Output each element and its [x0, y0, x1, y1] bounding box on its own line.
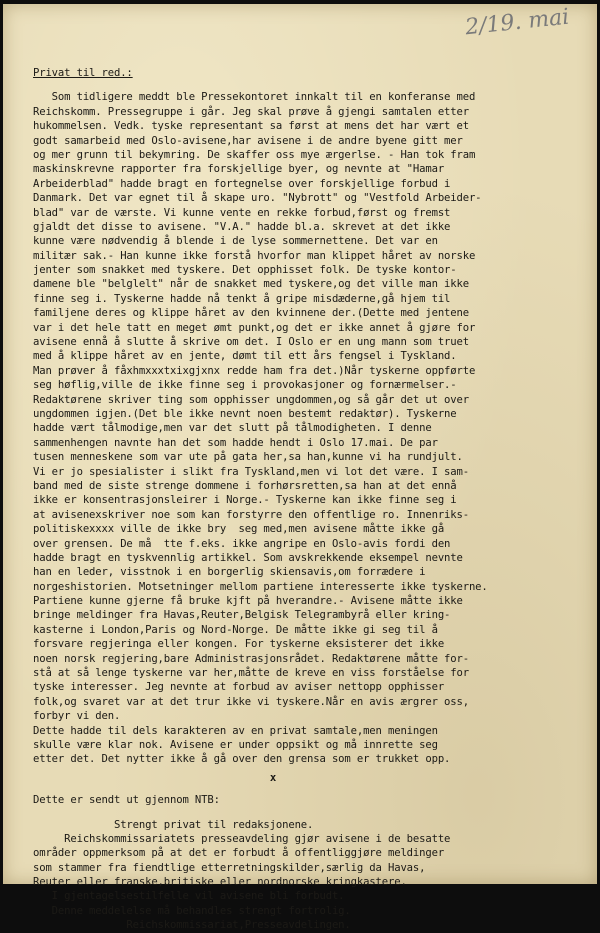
ntb-notice [33, 818, 593, 933]
notice-text-line: Reichskommissariatets presseavdeling gjør avisene i de besatte [33, 832, 451, 845]
body-text-line: godt samarbeid med Oslo-avisene,har avisene i de andre byene gitt mer [33, 134, 463, 147]
letter-text [33, 66, 593, 933]
body-text-line: blad" var de værste. Vi kunne vente en rekke forbud,først og fremst [33, 206, 451, 219]
body-text-line: Vi er jo spesialister i slikt fra Tyskland,men vi lot det være. I sam- [33, 465, 469, 478]
notice-text-line: Strengt privat til redaksjonene. [33, 818, 314, 831]
body-text-line: at avisenexskriver noe som kan forstyrre den offentlige ro. Innenriks- [33, 508, 469, 521]
letter-heading: Privat til red.: [33, 67, 133, 79]
notice-text-line: Reichskommissariat,Presseavdelingen. [33, 919, 351, 932]
typed-letter-page [3, 4, 597, 932]
body-text-line: forsvare regjeringa eller kongen. For tyskerne eksisterer det ikke [33, 638, 445, 651]
body-text-line: maskinskrevne rapporter fra forskjellige byer, og nevnte at "Hamar [33, 163, 445, 176]
body-text-line: hukommelsen. Vedk. tyske representant sa først at mens det har vært et [33, 120, 469, 133]
notice-text-line: som stammer fra fiendtlige etterretningskilder,særlig da Havas, [33, 861, 426, 874]
body-text-line: militær sak.- Han kunne ikke forstå hvorfor man klippet håret av norske [33, 249, 476, 262]
spacer [33, 808, 593, 818]
body-text-line: Reichskomm. Pressegruppe i går. Jeg skal prøve å gjengi samtalen etter [33, 105, 469, 118]
body-text-line: stå at så lenge tyskerne var her,måtte de kreve en viss forståelse for [33, 667, 469, 680]
body-text-line: jenter som snakket med tyskere. Det opphisset folk. De tyske kontor- [33, 264, 457, 277]
letter-body [33, 90, 593, 766]
body-text-line: hadde vært tålmodige,men var det slutt på tålmodigheten. I denne [33, 422, 432, 435]
body-text-line: over grensen. De må tte f.eks. ikke angripe en Oslo-avis fordi den [33, 537, 451, 550]
body-text-line: etter det. Det nytter ikke å gå over den grensa som er trukket opp. [33, 753, 451, 766]
body-text-line: politiskexxxx ville de ikke bry seg med,men avisene måtte ikke gå [33, 523, 445, 536]
body-text-line: band med de siste strenge dommene i forhørsretten,sa han at det ennå [33, 479, 457, 492]
body-text-line: norgeshistorien. Motsetninger mellom partiene interesserte ikke tyskerne. [33, 580, 488, 593]
body-text-line: og mer grunn til bekymring. De skaffer oss mye ærgerlse. - Han tok fram [33, 148, 476, 161]
notice-text-line: Reuter eller franske,britiske eller nordnorske kringkastere. [33, 876, 407, 889]
body-text-line: ikke er konsentrasjonsleirer i Norge.- Tyskerne kan ikke finne seg i [33, 494, 457, 507]
notice-text-line: I gjentagelsestilfelle vil avisene bli forbudt. [33, 890, 345, 903]
body-text-line: med å klippe håret av en jente, dømt til ett års fengsel i Tyskland. [33, 350, 457, 363]
body-text-line: var i det hele tatt en meget ømt punkt,og det er ikke annet å gjøre for [33, 321, 476, 334]
body-text-line: sammenhengen navnte han det som hadde hendt i Oslo 17.mai. De par [33, 436, 438, 449]
body-text-line: finne seg i. Tyskerne hadde nå tenkt å gripe misdæderne,gå hjem til [33, 292, 451, 305]
handwritten-date: 2/19. mai [463, 4, 571, 41]
notice-text-line: Denne meddelelse må behandles strengt fortrolig. [33, 904, 351, 917]
body-text-line: Danmark. Det var egnet til å skape uro. "Nybrott" og "Vestfold Arbeider- [33, 192, 482, 205]
body-text-line: tusen menneskene som var ute på gata her,sa han,kunne vi ha rundjult. [33, 451, 463, 464]
ntb-intro-line: Dette er sendt ut gjennom NTB: [33, 794, 220, 807]
body-text-line: folk,og svaret var at det trur ikke vi tyskere.Når en avis ærgrer oss, [33, 695, 469, 708]
body-text-line: hadde bragt en tyskvennlig artikkel. Som avskrekkende eksempel nevnte [33, 551, 463, 564]
body-text-line: avisene ennå å slutte å skrive om det. I Oslo er en ung mann som truet [33, 336, 469, 349]
body-text-line: Man prøver å fåxhmxxxtxixgjxnx redde ham fra det.)Når tyskerne oppførte [33, 364, 476, 377]
section-separator: x [269, 771, 277, 784]
body-text-line: tyske interesser. Jeg nevnte at forbud av aviser nettopp opphisser [33, 681, 445, 694]
body-text-line: forbyr vi den. [33, 710, 121, 723]
body-text-line: Arbeiderblad" hadde bragt en fortegnelse over forskjellige forbud i [33, 177, 451, 190]
body-text-line: seg høflig,ville de ikke finne seg i provokasjoner og fornærmelser.- [33, 379, 457, 392]
notice-text-line: områder oppmerksom på at det er forbudt å offentliggjøre meldinger [33, 847, 445, 860]
body-text-line: Redaktørene skriver ting som opphisser ungdommen,og så går det ut over [33, 393, 469, 406]
body-text-line: bringe meldinger fra Havas,Reuter,Belgisk Telegrambyrå eller kring- [33, 609, 451, 622]
body-text-line: Partiene kunne gjerne få bruke kjft på hverandre.- Avisene måtte ikke [33, 595, 463, 608]
body-text-line: kunne være nødvendig å blende i de lyse sommernettene. Det var en [33, 235, 438, 248]
body-text-line: ungdommen igjen.(Det ble ikke nevnt noen bestemt redaktør). Tyskerne [33, 407, 457, 420]
body-text-line: damene ble "belglelt" når de snakket med tyskere,og det ville man ikke [33, 278, 469, 291]
body-text-line: gjaldt det disse to avisene. "V.A." hadde bl.a. skrevet at det ikke [33, 220, 451, 233]
body-text-line: kasterne i London,Paris og Nord-Norge. De måtte ikke gi seg til å [33, 623, 438, 636]
body-text-line: Som tidligere meddt ble Pressekontoret innkalt til en konferanse med [33, 91, 476, 104]
body-text-line: noen norsk regjering,bare Administrasjonsrådet. Redaktørene måtte for- [33, 652, 469, 665]
body-text-line: familjene deres og klippe håret av den kvinnene der.(Dette med jentene [33, 307, 469, 320]
body-text-line: Dette hadde til dels karakteren av en privat samtale,men meningen [33, 724, 438, 737]
body-text-line: han en leder, visstnok i en borgerlig skiensavis,om forrædere i [33, 566, 426, 579]
body-text-line: skulle være klar nok. Avisene er under oppsikt og må innrette seg [33, 738, 438, 751]
